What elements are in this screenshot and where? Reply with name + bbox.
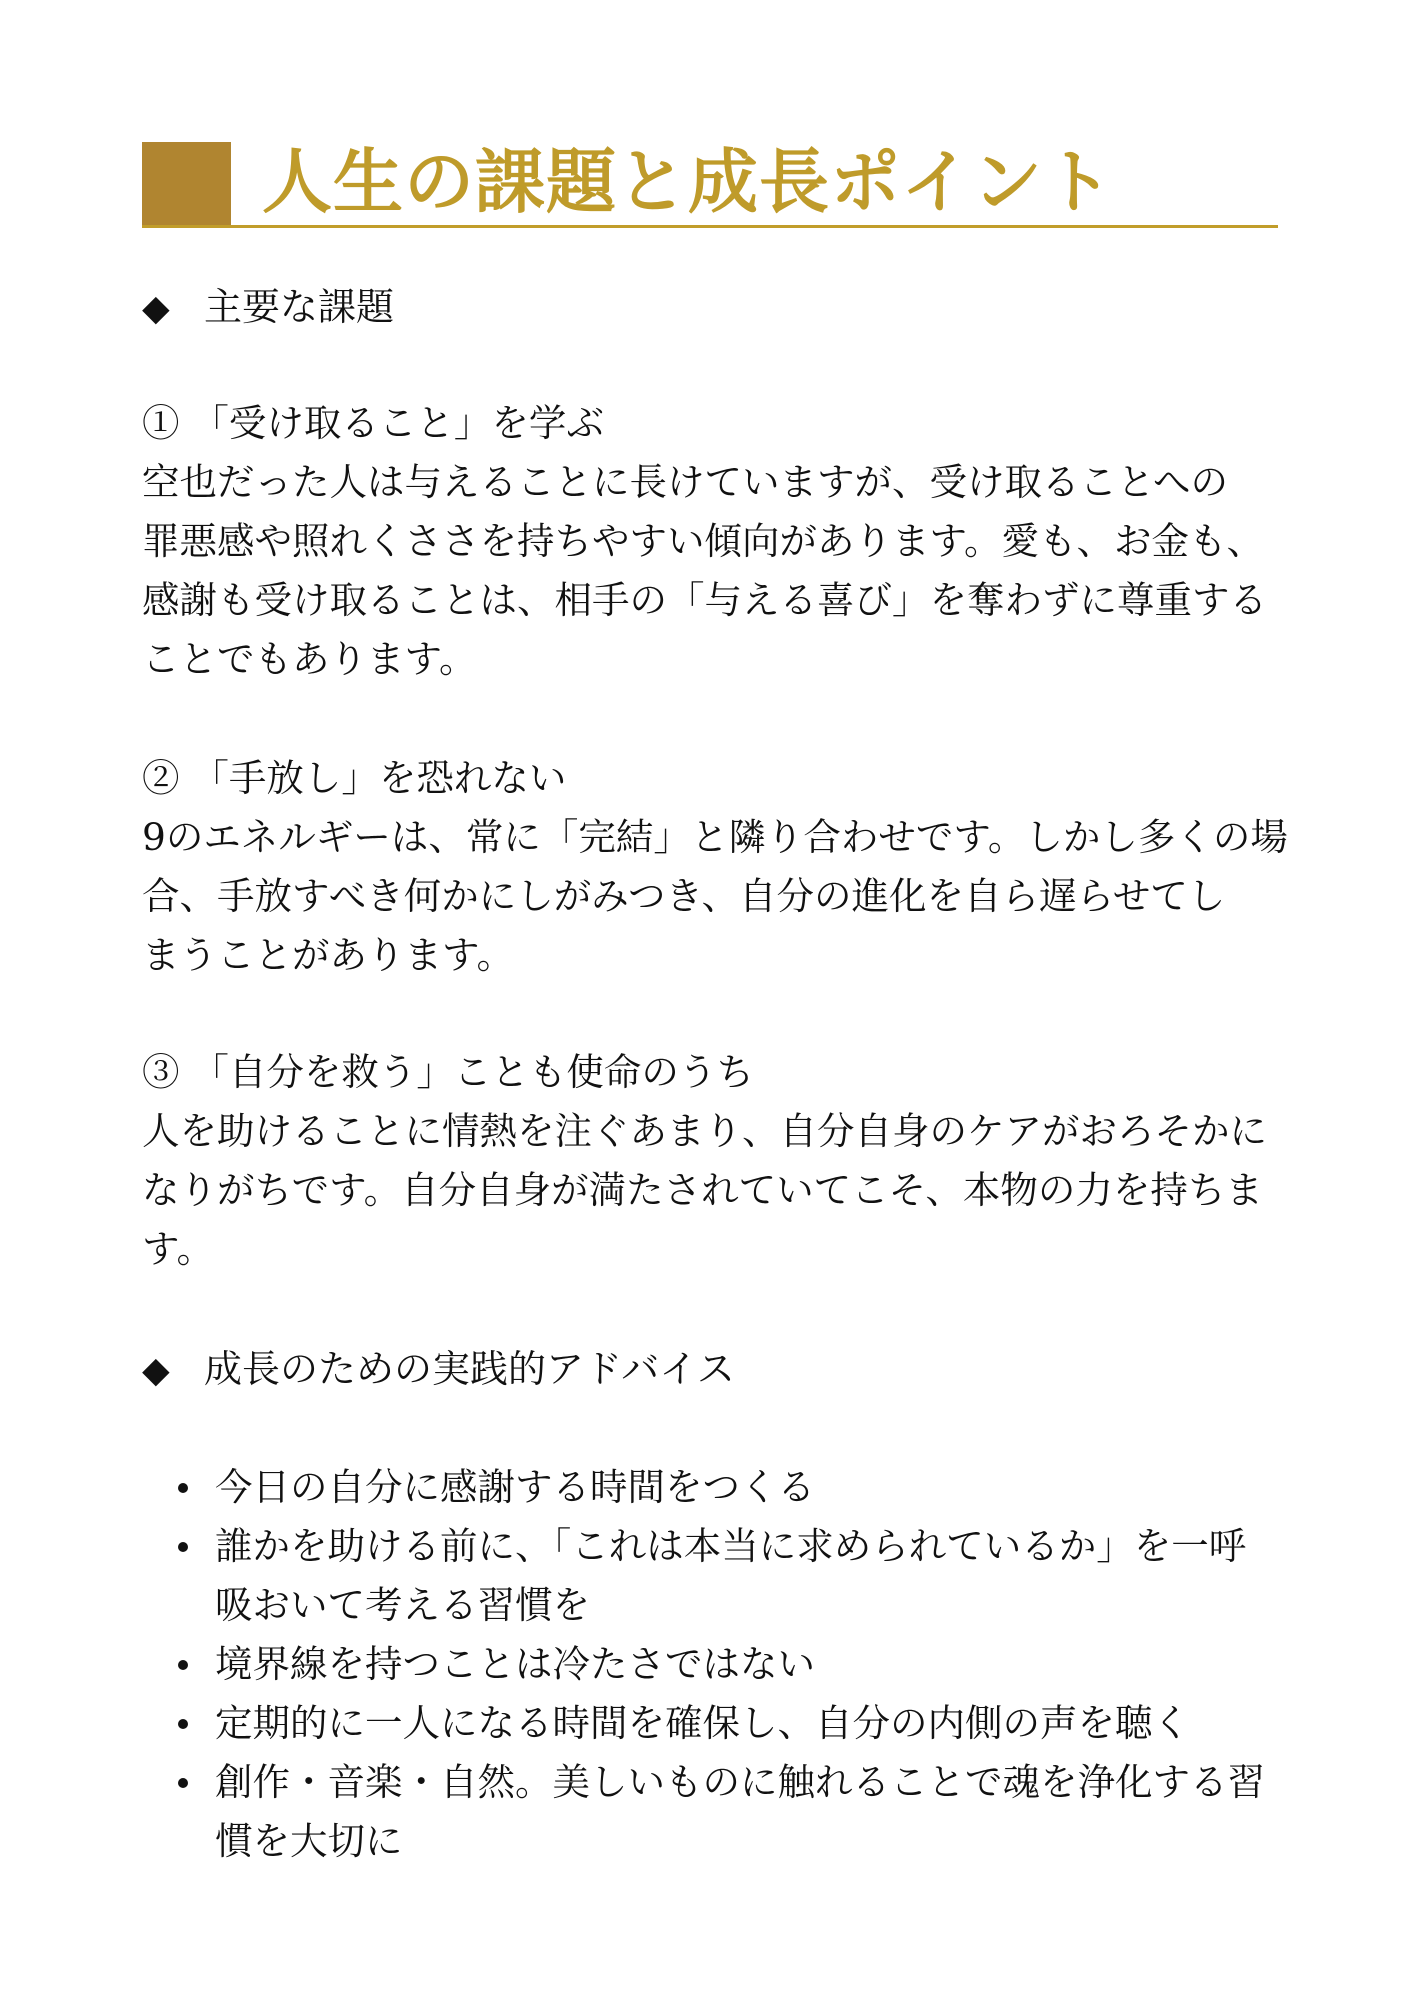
page-title: 人生の課題と成長ポイント	[262, 141, 1114, 223]
diamond-icon: ◆	[142, 1350, 170, 1391]
challenge-text-line: 罪悪感や照れくささを持ちやすい傾向があります。愛も、お金も、	[142, 519, 1264, 563]
list-item	[142, 1753, 1265, 1871]
challenge-heading: ② 「手放し」を恐れない	[142, 756, 567, 800]
challenge-text-line: ことでもあります。	[142, 637, 477, 681]
list-item	[142, 1694, 1265, 1753]
section-heading-text: 成長のための実践的アドバイス	[204, 1347, 735, 1391]
list-item-text: 今日の自分に感謝する時間をつくる	[215, 1465, 815, 1509]
challenge-2	[142, 749, 1288, 985]
list-item-text: 境界線を持つことは冷たさではない	[215, 1642, 815, 1686]
list-item-text: 誰かを助ける前に、「これは本当に求められているか」を一呼	[215, 1524, 1247, 1568]
challenge-text-line: す。	[142, 1227, 214, 1271]
bullet-icon	[178, 1542, 188, 1552]
bullet-icon	[178, 1719, 188, 1729]
bullet-icon	[178, 1483, 188, 1493]
challenge-text-line: 空也だった人は与えることに長けていますが、受け取ることへの	[142, 460, 1228, 504]
diamond-icon: ◆	[142, 288, 170, 329]
challenge-heading: ③ 「自分を救う」ことも使命のうち	[142, 1050, 754, 1094]
list-item	[142, 1635, 1265, 1694]
list-item	[142, 1517, 1265, 1635]
list-item-text: 定期的に一人になる時間を確保し、自分の内側の声を聴く	[215, 1701, 1190, 1745]
challenge-1	[142, 394, 1267, 689]
challenge-text-line: なりがちです。自分自身が満たされていてこそ、本物の力を持ちま	[142, 1168, 1263, 1212]
title-underline	[142, 225, 1278, 228]
list-item-text: 吸おいて考える習慣を	[215, 1583, 590, 1627]
challenge-text-line: 人を助けることに情熱を注ぐあまり、自分自身のケアがおろそかに	[142, 1109, 1267, 1153]
challenge-heading: ① 「受け取ること」を学ぶ	[142, 401, 604, 445]
title-accent-square	[142, 142, 231, 226]
challenge-text-line: 合、手放すべき何かにしがみつき、自分の進化を自ら遅らせてし	[142, 874, 1226, 918]
bullet-icon	[178, 1778, 188, 1788]
section-heading-advice	[142, 1344, 735, 1396]
list-item-text: 慣を大切に	[215, 1819, 403, 1863]
challenge-3	[142, 1043, 1267, 1279]
section-heading-challenges	[142, 282, 394, 334]
challenge-text-line: 9のエネルギーは、常に「完結」と隣り合わせです。しかし多くの場	[142, 815, 1288, 859]
section-heading-text: 主要な課題	[204, 285, 395, 329]
challenge-text-line: 感謝も受け取ることは、相手の「与える喜び」を奪わずに尊重する	[142, 578, 1267, 622]
advice-list	[142, 1458, 1265, 1871]
bullet-icon	[178, 1660, 188, 1670]
challenge-text-line: まうことがあります。	[142, 933, 514, 977]
list-item	[142, 1458, 1265, 1517]
list-item-text: 創作・音楽・自然。美しいものに触れることで魂を浄化する習	[215, 1760, 1265, 1804]
